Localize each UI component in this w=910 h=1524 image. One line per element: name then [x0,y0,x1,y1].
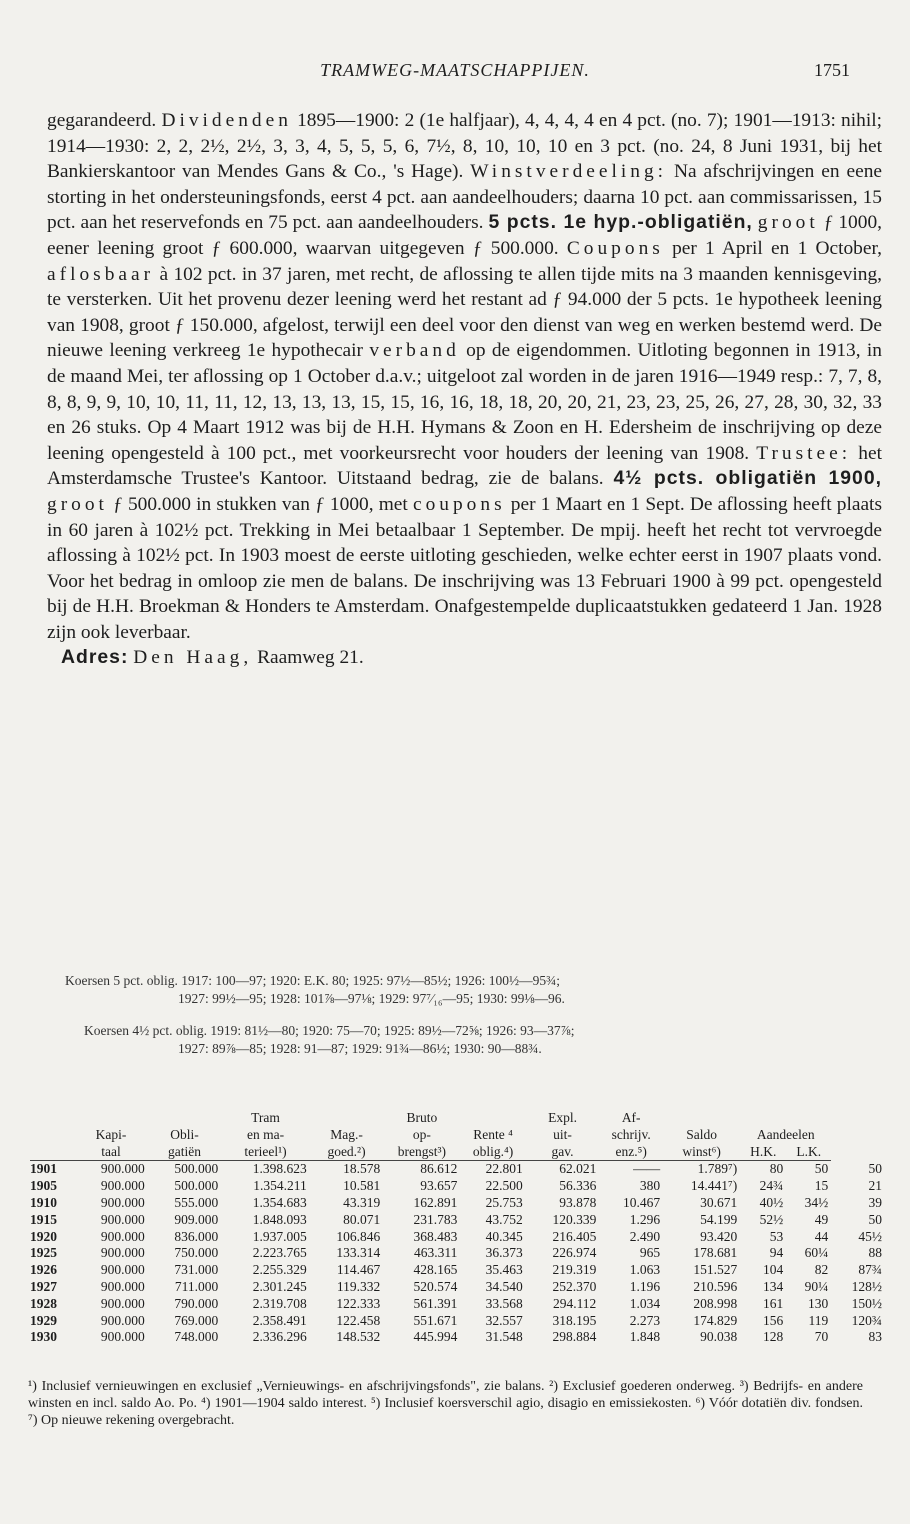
running-title: TRAMWEG-MAATSCHAPPIJEN. [320,60,590,80]
table-cell: 162.891 [413,1194,458,1210]
table-cell: 2.301.245 [252,1278,307,1294]
row-year: 1927 [30,1278,57,1294]
table-cell: 174.829 [693,1312,738,1328]
column-header: winst⁶) [663,1144,740,1161]
table-cell: 80 [769,1161,784,1177]
table-cell: 2.358.491 [252,1312,307,1328]
table-cell: 50 [868,1161,882,1177]
table-cell: 90.038 [700,1329,738,1345]
table-cell: 122.458 [336,1312,381,1328]
table-cell: 900.000 [100,1211,145,1227]
adres-street: Raamweg 21. [257,647,364,669]
table-cell: 15 [814,1178,829,1194]
column-header: Aandeelen [756,1126,815,1142]
table-cell: 1.398.623 [252,1161,307,1177]
table-cell: 298.884 [552,1329,597,1345]
table-cell: 45½ [858,1228,882,1244]
table-cell: 1.789⁷) [697,1161,738,1177]
column-header [460,1110,525,1127]
column-header: Af- [621,1110,641,1125]
table-cell: 128½ [851,1278,882,1294]
row-year: 1926 [30,1262,57,1278]
aflosbaar-label: aflosbaar [47,263,155,285]
table-cell: 130 [807,1295,829,1311]
address-line [47,645,882,671]
table-cell: 31.548 [485,1329,523,1345]
table-cell: 18.578 [343,1161,381,1177]
bond-4half-heading: 4½ pcts. obligatiën 1900, [613,467,883,490]
table-header-row [30,1110,885,1127]
table-cell: 2.255.329 [252,1262,307,1278]
table-cell: 44 [814,1228,829,1244]
table-cell: 900.000 [100,1262,145,1278]
table-row [30,1178,885,1195]
bond-5pct-heading: 5 pcts. 1e hyp.-obligatiën, [488,211,753,234]
table-row [30,1212,885,1229]
column-header: Tram [251,1110,280,1125]
financial-table [30,1110,885,1346]
table-cell: 134 [762,1278,784,1294]
table-cell: 226.974 [552,1245,597,1261]
column-header [663,1110,740,1127]
table-cell: 1.354.683 [252,1194,307,1210]
table-row [30,1245,885,1262]
table-cell: 463.311 [414,1245,458,1261]
page-header [0,60,910,90]
table-header-row [30,1144,885,1161]
table-cell: 790.000 [174,1295,219,1311]
koersen-4half-pct [60,1022,860,1058]
table-cell: 133.314 [336,1245,381,1261]
table-cell: 2.319.708 [252,1295,307,1311]
trustee-label: Trustee: [756,442,852,464]
column-header [74,1110,148,1127]
table-cell: 34.540 [485,1278,523,1294]
column-header: taal [74,1144,148,1161]
table-cell: 731.000 [174,1262,219,1278]
column-header: Obli- [170,1126,199,1142]
table-cell: 965 [639,1245,661,1261]
row-year: 1901 [30,1161,57,1177]
table-cell: 50 [868,1211,882,1227]
column-header [148,1110,222,1127]
column-header: Bruto [406,1110,438,1125]
column-header [30,1127,74,1144]
table-cell: 520.574 [413,1278,458,1294]
verband-label: verband [369,340,460,362]
table-cell: 36.373 [485,1245,523,1261]
table-cell: 900.000 [100,1295,145,1311]
coupons-label: Coupons [566,237,664,259]
table-cell: 40.345 [485,1228,523,1244]
table-row [30,1195,885,1212]
row-year: 1915 [30,1211,57,1227]
table-row [30,1262,885,1279]
table-cell: 35.463 [485,1262,523,1278]
row-year: 1910 [30,1194,57,1210]
table-cell: 1.937.005 [252,1228,307,1244]
table-cell: 106.846 [336,1228,381,1244]
table-cell: 10.581 [343,1178,381,1194]
column-header: gav. [526,1144,600,1161]
column-header: L.K. [786,1144,831,1161]
table-cell: 750.000 [174,1245,219,1261]
table-cell: 151.527 [693,1262,738,1278]
row-year: 1925 [30,1245,57,1261]
table-cell: 210.596 [693,1278,738,1294]
table-cell: 50 [814,1161,829,1177]
company-description [47,108,882,671]
winstverdeeling-heading: Winstverdeeling: [470,161,668,183]
column-header [310,1110,384,1127]
column-header: en ma- [246,1126,285,1142]
column-header [740,1110,786,1127]
table-cell: 178.681 [693,1245,738,1261]
table-cell: 54.199 [700,1211,738,1227]
table-cell: 208.998 [693,1295,738,1311]
footnotes: ¹) Inclusief vernieuwingen en exclusief „Vernieuwings- en afschrijvingsfonds", zie balans. ²) Exclusief goederen onderweg. ³) Bedrijfs- en andere winsten en incl. saldo Ao. Po. ⁴) 1901—1904 saldo interest. ⁵) Inclusief koersverschil agio, disagio en emissiekosten. ⁶) Vóór dotatiën div. fondsen. ⁷) Op nieuwe rekening overgebracht. [28,1379,863,1429]
table-cell: 114.467 [336,1262,381,1278]
koersen-4half-line1: Koersen 4½ pct. oblig. 1919: 81½—80; 1920: 75—70; 1925: 89½—72⅝; 1926: 93—37⅞; [84,1023,575,1038]
table-cell: 32.557 [485,1312,523,1328]
table-cell: 900.000 [100,1329,145,1345]
table-cell: 445.994 [413,1329,458,1345]
column-header: gatiën [148,1144,222,1161]
table-cell: 30.671 [700,1194,738,1210]
column-header [30,1110,74,1127]
table-cell: 104 [762,1262,784,1278]
table-cell: 500.000 [174,1161,219,1177]
table-cell: 1.296 [629,1211,661,1227]
koersen-5pct-line1: Koersen 5 pct. oblig. 1917: 100—97; 1920: E.K. 80; 1925: 97½—85½; 1926: 100½—95¾; [65,973,560,988]
table-cell: 561.391 [413,1295,458,1311]
table-cell: 2.223.765 [252,1245,307,1261]
table-cell: 2.273 [629,1312,661,1328]
table-cell: 1.063 [629,1262,661,1278]
column-header [30,1144,74,1161]
table-cell: 836.000 [174,1228,219,1244]
table-cell: 231.783 [413,1211,458,1227]
bond-4half-amount: ƒ 500.000 in stukken van ƒ 1000, met [113,493,408,515]
column-header: H.K. [740,1144,786,1161]
table-cell: 49 [814,1211,829,1227]
row-year: 1920 [30,1228,57,1244]
table-cell: 82 [814,1262,829,1278]
table-row [30,1229,885,1246]
table-cell: 90¼ [804,1278,829,1294]
table-cell: 1.848.093 [252,1211,307,1227]
intro-text: gegarandeerd. [47,110,157,131]
column-header: Mag.- [330,1126,363,1142]
table-cell: 10.467 [622,1194,661,1210]
column-header: op- [412,1126,431,1142]
bond-4half-terms: per 1 Maart en 1 Sept. De aflossing heeft plaats in 60 jaren à 102½ pct. Trekking in Mei betaalbaar 1 September. De mpij. heeft het recht tot vervroegde aflossing à 102½ pct. In 1903 moest de eerste uitloting geschieden, welke echter eerst in 1907 plaats vond. Voor het bedrag in omloop zie men de balans. De inschrijving was 13 Februari 1900 à 99 pct. opengesteld bij de H.H. Broekman & Honders te Amsterdam. Onafgestempelde duplicaatstukken gedateerd 1 Jan. 1928 zijn ook leverbaar. [47,493,882,643]
table-cell: 1.354.211 [253,1178,307,1194]
row-year: 1930 [30,1329,57,1345]
table-cell: 22.801 [485,1161,523,1177]
table-cell: 900.000 [100,1278,145,1294]
table-cell: 900.000 [100,1161,145,1177]
adres-label: Adres: [61,646,129,669]
table-cell: 219.319 [552,1262,597,1278]
column-header: brengst³) [383,1144,460,1161]
table-cell: 318.195 [552,1312,597,1328]
page-number: 1751 [814,60,850,80]
table-cell: 900.000 [100,1245,145,1261]
table-cell: 119.332 [336,1278,381,1294]
table-cell: 62.021 [559,1161,597,1177]
column-header: Expl. [548,1110,577,1125]
column-header: uit- [553,1126,572,1142]
column-header: terieel¹) [221,1144,309,1161]
table-cell: 128 [762,1329,784,1345]
main-paragraph [47,108,882,645]
table-cell: 1.848 [629,1329,661,1345]
trustee-text: het Amsterdamsche Trustee's Kantoor. Uitstaand bedrag, zie de balans. [47,442,882,490]
table-cell: 294.112 [552,1295,597,1311]
table-cell: 748.000 [174,1329,219,1345]
table-row [30,1161,885,1178]
table-header-row [30,1127,885,1144]
table-cell: 500.000 [174,1178,219,1194]
table-cell: 24¾ [759,1178,784,1194]
coupon-dates: per 1 April en 1 October, [672,237,883,259]
row-year: 1905 [30,1178,57,1194]
table-cell: 555.000 [174,1194,219,1210]
table-cell: 148.532 [336,1329,381,1345]
table-cell: 216.405 [552,1228,597,1244]
table-cell: 43.319 [343,1194,381,1210]
table-cell: 120¾ [851,1312,882,1328]
table-cell: 56.336 [559,1178,597,1194]
koersen-4half-line2: 1927: 89⅞—85; 1928: 91—87; 1929: 91¾—86½; 1930: 90—88¾. [178,1041,542,1056]
table-cell: 900.000 [100,1312,145,1328]
table-cell: 86.612 [420,1161,458,1177]
koersen-5pct [60,972,860,1008]
table-cell: 93.657 [420,1178,458,1194]
table-cell: 1.196 [629,1278,661,1294]
table-cell: —— [633,1161,661,1177]
koersen-5pct-line2: 1927: 99½—95; 1928: 101⅞—97⅛; 1929: 97⁷⁄₁₆—95; 1930: 99⅛—96. [178,991,565,1006]
table-cell: 1.034 [629,1295,661,1311]
table-cell: 53 [769,1228,784,1244]
bond-5pct-terms: à 102 pct. in 37 jaren, met recht, de aflossing te allen tijde mits na 3 maanden kennisgeving, te versterken. Uit het provenu dezer leening werd het restant ad ƒ 94.000 der 5 pcts. 1e hypotheek leening van 1908, groot ƒ 150.000, afgelost, terwijl een deel voor den dienst van weg en werken bestemd werd. De nieuwe leening verkreeg 1e hypothecair [47,263,882,362]
column-header: Saldo [686,1126,718,1142]
table-cell: 14.441⁷) [690,1178,738,1194]
table-cell: 119 [808,1312,829,1328]
table-cell: 900.000 [100,1178,145,1194]
table-cell: 70 [814,1329,829,1345]
coupons-label-2: coupons [412,493,506,515]
table-cell: 83 [868,1329,882,1345]
table-cell: 2.336.296 [252,1329,307,1345]
table-row [30,1279,885,1296]
table-cell: 87¾ [858,1262,882,1278]
table-cell: 900.000 [100,1228,145,1244]
table-cell: 40½ [759,1194,784,1210]
table-row [30,1313,885,1330]
row-year: 1928 [30,1295,57,1311]
table-cell: 93.420 [700,1228,738,1244]
table-row [30,1329,885,1346]
table-cell: 711.000 [174,1278,219,1294]
column-header: goed.²) [310,1144,384,1161]
profit-distribution-text: Na afschrijvingen en eene storting in het ondersteuningsfonds, eerst 4 pct. aan aandeelhouders; daarna 10 pct. aan commissarissen, 15 pct. aan het reservefonds en 75 pct. aan aandeelhouders. [47,161,882,234]
table-cell: 52½ [759,1211,784,1227]
table-cell: 2.490 [629,1228,661,1244]
dividenden-heading: Dividenden [161,110,292,131]
table-cell: 909.000 [174,1211,219,1227]
table-cell: 900.000 [100,1194,145,1210]
table-cell: 150½ [851,1295,882,1311]
column-header [786,1110,831,1127]
table-cell: 88 [868,1245,882,1261]
table-cell: 80.071 [343,1211,381,1227]
table-cell: 161 [762,1295,784,1311]
column-header: oblig.⁴) [460,1144,525,1161]
column-header: enz.⁵) [599,1144,663,1161]
table-cell: 21 [868,1178,882,1194]
table-cell: 39 [868,1194,882,1210]
table-cell: 120.339 [552,1211,597,1227]
table-cell: 60¼ [804,1245,829,1261]
row-year: 1929 [30,1312,57,1328]
dividend-history: 1895—1900: 2 (1e halfjaar), 4, 4, 4, 4 en 4 pct. (no. 7); 1901—1913: nihil; 1914—1930: 2, 2, 2½, 2½, 3, 3, 4, 5, 5, 5, 6, 7½, 8, 10, 10, 10 en 3 pct. (no. 24, 8 Juni 1931, bij het Bankierskantoor van Mendes Gans & Co., 's Hage). [47,110,882,183]
table-cell: 769.000 [174,1312,219,1328]
table-cell: 33.568 [485,1295,523,1311]
groot-label-2: groot [47,493,108,515]
table-cell: 43.752 [485,1211,523,1227]
table-cell: 252.370 [552,1278,597,1294]
bond-5pct-amount: ƒ 1000, eener leening groot ƒ 600.000, waarvan uitgegeven ƒ 500.000. [47,212,882,259]
table-cell: 122.333 [336,1295,381,1311]
table-cell: 25.753 [485,1194,523,1210]
table-cell: 34½ [804,1194,829,1210]
table-cell: 380 [639,1178,661,1194]
bond-5pct-redemption: op de eigendommen. Uitloting begonnen in 1913, in de maand Mei, ter aflossing op 1 October d.a.v.; uitgeloot zal worden in de jaren 1916—1949 resp.: 7, 7, 8, 8, 8, 9, 9, 10, 10, 11, 11, 12, 13, 13, 13, 15, 15, 16, 16, 18, 18, 20, 20, 21, 23, 23, 25, 26, 27, 28, 30, 32, 33 en 26 stuks. Op 4 Maart 1912 was bij de H.H. Hymans & Zoon en H. Edersheim de inschrijving op deze leening opengesteld à 100 pct., met voorkeursrecht voor houders der leening van 1908. [47,340,882,464]
table-cell: 94 [769,1245,784,1261]
column-header: Rente ⁴ [473,1126,513,1142]
column-header: schrijv. [611,1126,651,1142]
table-cell: 428.165 [413,1262,458,1278]
table-row [30,1296,885,1313]
column-header: Kapi- [95,1126,127,1142]
table-cell: 551.671 [413,1312,458,1328]
table-cell: 368.483 [413,1228,458,1244]
groot-label: groot [757,212,819,234]
table-cell: 22.500 [485,1178,523,1194]
adres-city: Den Haag, [133,647,253,669]
table-cell: 93.878 [559,1194,597,1210]
table-cell: 156 [762,1312,784,1328]
